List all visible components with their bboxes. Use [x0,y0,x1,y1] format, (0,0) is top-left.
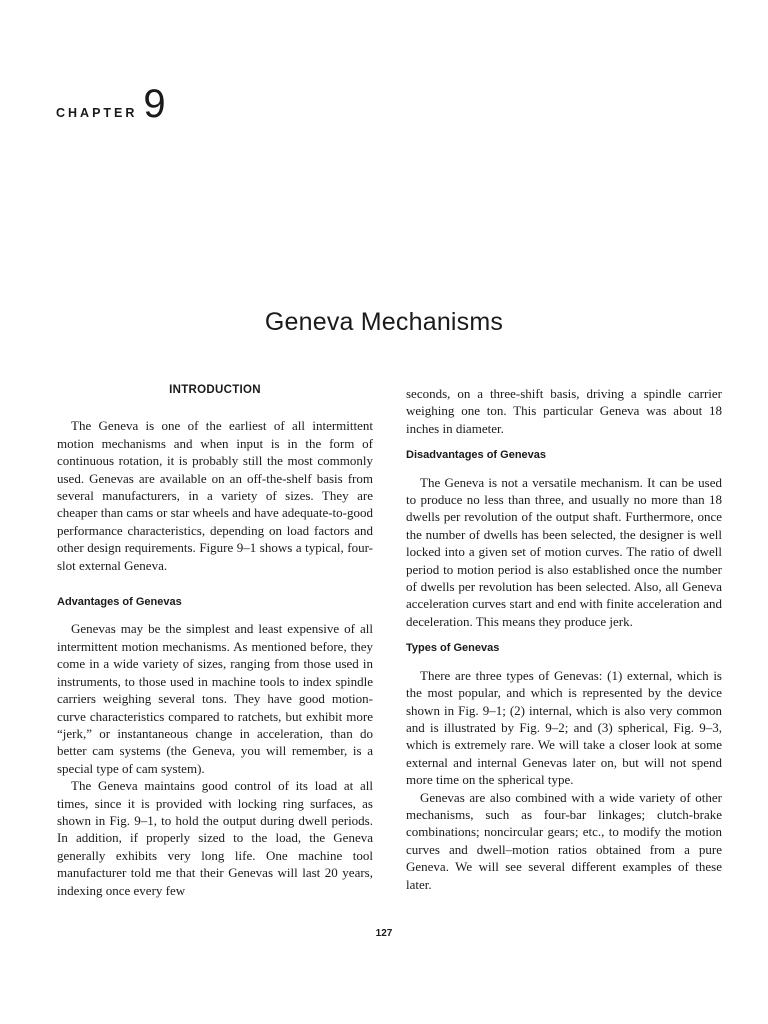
page-title: Geneva Mechanisms [264,308,504,336]
page-number: 127 [375,928,393,939]
chapter-number: 9 [143,82,166,126]
chapter-heading [56,84,166,124]
disadvantages-paragraph: The Geneva is not a versatile mechanism. It can be used to produce no less than three, and usually no more than 18 dwells per revolution of the output shaft. Furthermore, once the number of dwells has been selected, the designer is well locked into a given set of motion curves. The ratio of dwell period to motion period is also established once the number of dwells per revolution has been selected. Also, all Geneva acceleration curves start and end with finite acceleration and deceleration. This means they produce jerk. [406,474,722,629]
chapter-label: CHAPTER [56,106,138,120]
continuation-paragraph: seconds, on a three-shift basis, driving a spindle carrier weighing one ton. This particular Geneva was about 18 inches in diameter. [406,386,722,436]
types-paragraph-2: Genevas are also combined with a wide variety of other mechanisms, such as four-bar linkages; clutch-brake combinations; noncircular gears; etc., to modify the motion curves and dwell–motion ratios obtained from a pure Geneva. We will see several different examples of these later. [406,789,722,892]
disadvantages-heading: Disadvantages of Genevas [406,449,547,462]
advantages-heading: Advantages of Genevas [57,596,182,609]
advantages-paragraph-1: Genevas may be the simplest and least expensive of all intermittent motion mechanisms. As mentioned before, they come in a wide variety of sizes, ranging from those used in instruments, to those used in machine tools to index spindle carriers weighing several tons. They have good motion-curve characteristics compared to ratchets, but exhibit more “jerk,” or instantaneous change in acceleration, than do better cam systems (the Geneva, you will remember, is a special type of cam system). [57,621,373,776]
introduction-paragraph: The Geneva is one of the earliest of all intermittent motion mechanisms and when input is in the form of continuous rotation, it is probably still the most commonly used. Genevas are available on an off-the-shelf basis from several manufacturers, in a variety of sizes. They are cheaper than cams or star wheels and have adequate-to-good performance characteristics, depending on load factors and other design requirements. Figure 9–1 shows a typical, four-slot external Geneva. [57,418,373,573]
advantages-paragraph-2: The Geneva maintains good control of its load at all times, since it is provided with locking ring surfaces, as shown in Fig. 9–1, to hold the output during dwell periods. In addition, if properly sized to the load, the Geneva generally exhibits very long life. One machine tool manufacturer told me that their Genevas will last 20 years, indexing once every few [57,778,373,898]
left-column [57,382,373,899]
types-heading: Types of Genevas [406,642,500,655]
right-column [406,385,722,893]
introduction-heading: INTRODUCTION [169,384,261,396]
types-paragraph-1: There are three types of Genevas: (1) external, which is the most popular, and which is represented by the device shown in Fig. 9–1; (2) internal, which is also very common and is illustrated by Fig. 9–2; and (3) spherical, Fig. 9–3, which is extremely rare. We will take a closer look at some external and internal Genevas later on, but will not spend more time on the spherical type. [406,667,722,788]
